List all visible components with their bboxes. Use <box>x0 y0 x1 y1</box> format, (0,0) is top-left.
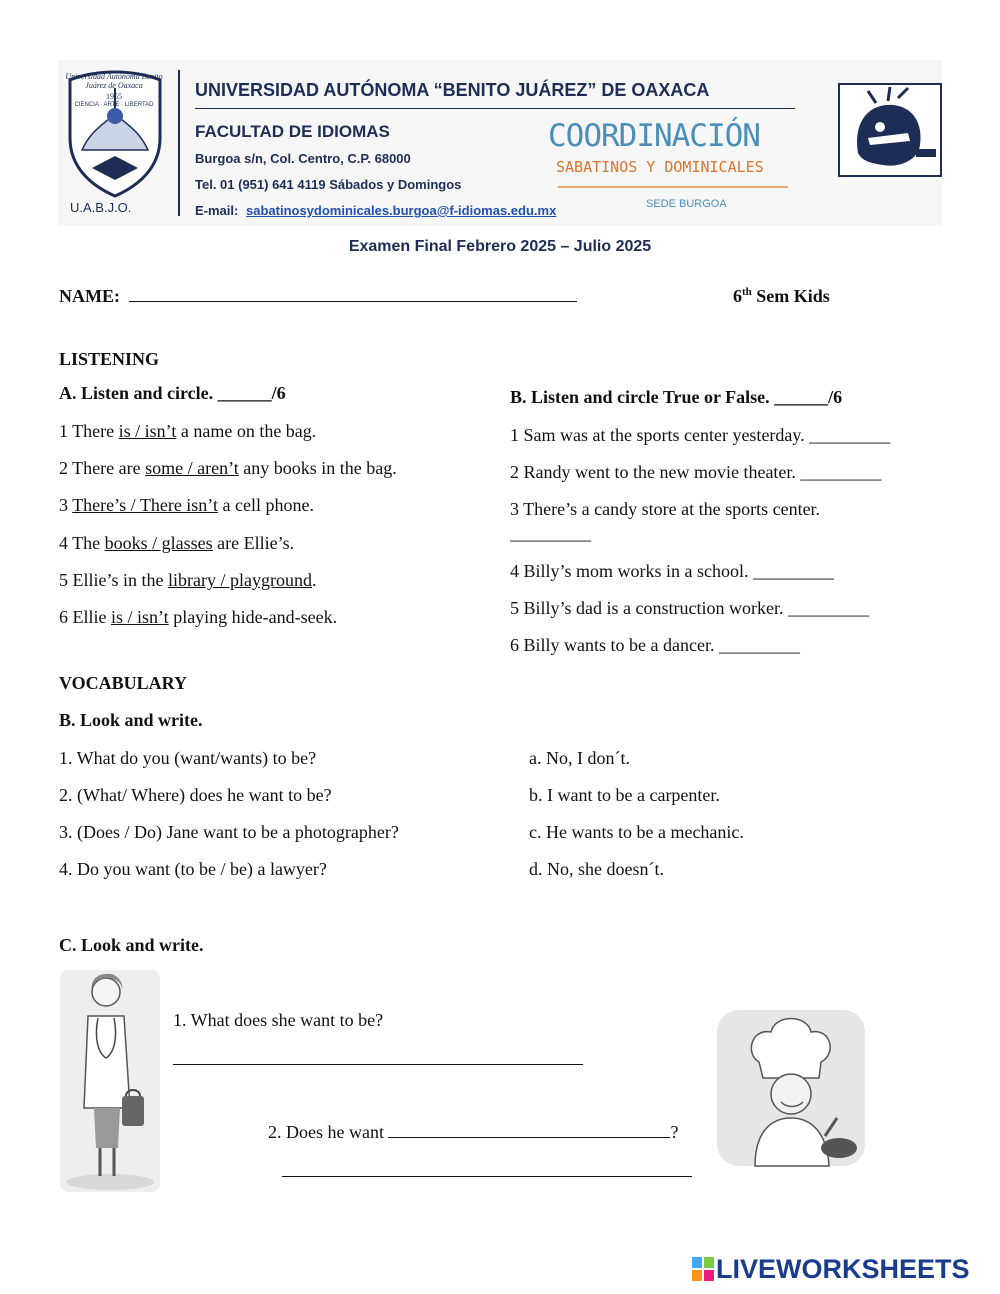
listening-b-title: B. Listen and circle True or False. ______/6 <box>510 387 843 407</box>
listening-a-item: 2 There are some / aren’t any books in the bag. <box>59 458 397 478</box>
vocab-question: 1. What do you (want/wants) to be? <box>59 748 317 768</box>
seal-year: 1955 <box>106 92 122 101</box>
choice-option[interactable]: There’s / There isn’t <box>72 495 218 515</box>
level-number: 6 <box>733 286 742 306</box>
section-c-question-2: 2. Does he want ? <box>268 1122 679 1142</box>
true-false-item[interactable]: 5 Billy’s dad is a construction worker. _________ <box>510 598 869 618</box>
vocab-answer[interactable]: c. He wants to be a mechanic. <box>529 822 744 842</box>
vocabulary-b-title: B. Look and write. <box>59 710 203 730</box>
vocab-question: 2. (What/ Where) does he want to be? <box>59 785 332 805</box>
coordination-title: COORDINACIÓN <box>548 118 760 154</box>
vocab-answer[interactable]: d. No, she doesn´t. <box>529 859 664 879</box>
true-false-item[interactable]: 4 Billy’s mom works in a school. _________ <box>510 561 834 581</box>
faculty-phone: Tel. 01 (951) 641 4119 Sábados y Domingos <box>195 177 462 192</box>
vocab-answer[interactable]: b. I want to be a carpenter. <box>529 785 720 805</box>
true-false-item[interactable]: 1 Sam was at the sports center yesterday. _________ <box>510 425 891 445</box>
name-blank[interactable] <box>129 300 577 302</box>
listening-a-item: 6 Ellie is / isn’t playing hide-and-seek. <box>59 607 338 627</box>
true-false-item[interactable]: 3 There’s a candy store at the sports center. <box>510 499 821 519</box>
choice-option[interactable]: is / isn’t <box>118 421 177 441</box>
level-label <box>733 285 830 307</box>
choice-option[interactable]: library / playground <box>167 570 312 590</box>
name-row <box>59 285 577 307</box>
header-banner <box>58 60 942 226</box>
liveworksheets-watermark <box>692 1254 970 1284</box>
seal-motto: CIENCIA · ARTE · LIBERTAD <box>74 102 154 108</box>
email-label: E-mail: <box>195 203 239 218</box>
uabjo-label: U.A.B.J.O. <box>70 200 132 215</box>
doctor-illustration <box>58 968 162 1194</box>
true-false-blank[interactable]: _________ <box>510 523 591 543</box>
listening-a-item: 3 There’s / There isn’t a cell phone. <box>59 495 314 515</box>
choice-option[interactable]: is / isn’t <box>111 607 169 627</box>
vocab-question: 3. (Does / Do) Jane want to be a photographer? <box>59 822 399 842</box>
listening-a-item: 1 There is / isn’t a name on the bag. <box>59 421 317 441</box>
email-link[interactable]: sabatinosydominicales.burgoa@f-idiomas.edu.mx <box>246 203 557 218</box>
mascot-logo <box>838 83 942 177</box>
true-false-item[interactable]: 2 Randy went to the new movie theater. _________ <box>510 462 882 482</box>
choice-option[interactable]: books / glasses <box>104 533 213 553</box>
seal-caption <box>60 68 168 138</box>
choice-option[interactable]: some / aren’t <box>145 458 239 478</box>
coordination-subtitle: SABATINOS Y DOMINICALES <box>556 158 764 176</box>
question-2-blank[interactable] <box>388 1136 670 1138</box>
coordination-sede: SEDE BURGOA <box>646 198 727 210</box>
listening-a-item: 4 The books / glasses are Ellie’s. <box>59 533 295 553</box>
listening-a-title: A. Listen and circle. ______/6 <box>59 383 286 403</box>
listening-heading: LISTENING <box>59 349 160 369</box>
section-c-question-1: 1. What does she want to be? <box>173 1010 384 1030</box>
vocab-answer[interactable]: a. No, I don´t. <box>529 748 630 768</box>
header-divider <box>178 70 180 216</box>
section-c-title: C. Look and write. <box>59 935 204 955</box>
seal-text: Universidad Autónoma Benito Juárez de Oaxaca <box>65 72 163 90</box>
university-name: UNIVERSIDAD AUTÓNOMA “BENITO JUÁREZ” DE OAXACA <box>195 80 710 100</box>
faculty-name: FACULTAD DE IDIOMAS <box>195 122 390 141</box>
liveworksheets-icon <box>692 1257 714 1281</box>
exam-title: Examen Final Febrero 2025 – Julio 2025 <box>348 238 652 255</box>
answer-line-2[interactable] <box>282 1176 692 1177</box>
true-false-item[interactable]: 6 Billy wants to be a dancer. _________ <box>510 635 800 655</box>
faculty-address: Burgoa s/n, Col. Centro, C.P. 68000 <box>195 151 411 166</box>
coordination-underline <box>558 186 788 188</box>
liveworksheets-text: LIVEWORKSHEETS <box>716 1253 970 1284</box>
vocab-question: 4. Do you want (to be / be) a lawyer? <box>59 859 327 879</box>
level-superscript: th <box>742 286 752 298</box>
chef-illustration <box>715 1008 867 1168</box>
vocabulary-heading: VOCABULARY <box>59 673 188 693</box>
level-text: Sem Kids <box>751 286 830 306</box>
header-rule <box>195 108 795 109</box>
answer-line-1[interactable] <box>173 1064 583 1065</box>
name-label: NAME: <box>59 286 120 306</box>
listening-a-item: 5 Ellie’s in the library / playground. <box>59 570 317 590</box>
